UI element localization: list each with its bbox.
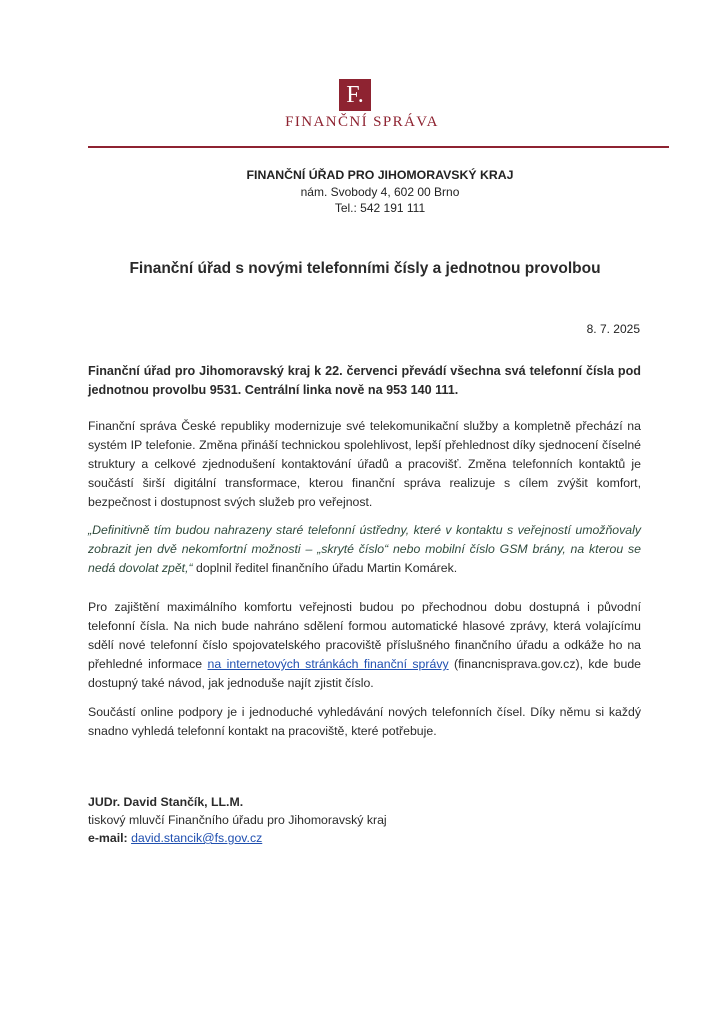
- press-date: 8. 7. 2025: [586, 322, 640, 336]
- lead-paragraph: Finanční úřad pro Jihomoravský kraj k 22. červenci převádí všechna svá telefonní čísla pod jednotnou provolbu 9531. Centrální linka nově na 953 140 111.: [88, 364, 641, 397]
- logo-mark: F.: [339, 79, 371, 111]
- signature-role: tiskový mluvčí Finančního úřadu pro Jihomoravský kraj: [88, 813, 387, 827]
- office-phone: Tel.: 542 191 111: [334, 201, 426, 215]
- para3-before: Pro zajištění maximálního komfortu veřejnosti budou po přechodnou dobu dostupná i původní telefonní čísla. Na nich bude nahráno sdělení formou automatické hlasové zprávy, která volajícímu sdělí nové telefonní číslo spojovatelského pracoviště příslušného finančního úřadu a odkáže ho na přehledné informace: [88, 600, 641, 671]
- body-paragraph-3: [88, 598, 641, 693]
- logo-wordmark: FINANČNÍ SPRÁVA: [285, 114, 439, 130]
- body-paragraph-4: Součástí online podpory je i jednoduché vyhledávání nových telefonních čísel. Díky němu si každý snadno vyhledá telefonní kontakt na pracoviště, které potřebuje.: [88, 705, 641, 738]
- web-link[interactable]: na internetových stránkách finanční správy: [207, 657, 449, 671]
- page-title: Finanční úřad s novými telefonními čísly a jednotnou provolbou: [129, 260, 601, 277]
- para3-after: (financnisprava.gov.cz), kde bude dostupný také návod, jak jednoduše najít zjistit číslo.: [88, 657, 641, 690]
- quote-paragraph: [88, 521, 641, 578]
- signature-email-line: [88, 831, 262, 845]
- header-divider: [88, 146, 669, 148]
- quote-attribution: doplnil ředitel finančního úřadu Martin Komárek.: [192, 561, 458, 575]
- email-link[interactable]: david.stancik@fs.gov.cz: [131, 831, 263, 845]
- signature-name: JUDr. David Stančík, LL.M.: [88, 795, 244, 809]
- office-address: nám. Svobody 4, 602 00 Brno: [300, 185, 460, 199]
- body-paragraph-1: Finanční správa České republiky modernizuje své telekomunikační služby a kompletně přechází na systém IP telefonie. Změna přináší technickou spolehlivost, lepší přehlednost díky sjednocení číselné struktury a celkové zjednodušení kontaktování úřadů a pracovišť. Změna telefonních kontaktů je součástí širší digitální transformace, kterou finanční správa realizuje s cílem zvýšit komfort, bezpečnost i dostupnost svých služeb pro veřejnost.: [88, 419, 641, 509]
- email-label: e-mail:: [88, 831, 128, 845]
- office-name: FINANČNÍ ÚŘAD PRO JIHOMORAVSKÝ KRAJ: [246, 168, 514, 182]
- quote-text: „Definitivně tím budou nahrazeny staré telefonní ústředny, které v kontaktu s veřejností umožňovaly zobrazit jen dvě nekomfortní možnosti – „skryté číslo“ nebo mobilní číslo GSM brány, na kterou se nedá dovolat zpět,“: [88, 523, 641, 575]
